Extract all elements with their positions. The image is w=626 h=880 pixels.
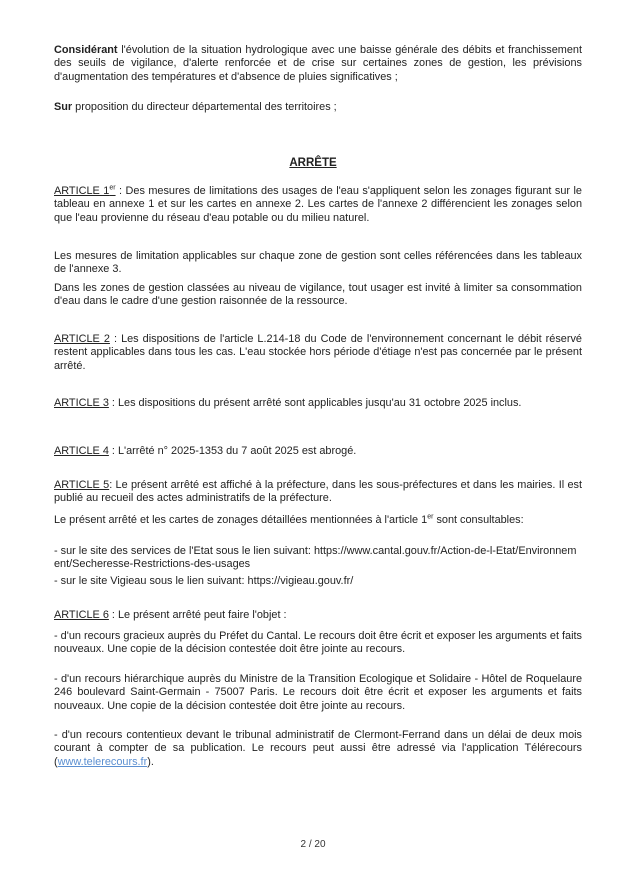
article-1-label: ARTICLE 1er — [54, 184, 116, 197]
article-5-paragraph — [54, 479, 582, 506]
article-5-text-4: - sur le site Vigieau sous le lien suivant: https://vigieau.gouv.fr/ — [54, 575, 354, 587]
article-1-text-3: Dans les zones de gestion classées au niveau de vigilance, tout usager est invité à limiter sa consommation d'eau dans le cadre d'une gestion raisonnée de la ressource. — [54, 282, 582, 308]
article-1-text-1: : Des mesures de limitations des usages de l'eau s'appliquent selon les zonages figurant sur le tableau en annexe 1 et sur les cartes en annexe 2. Les cartes de l'annexe 2 différencient les zonages selon que l'eau provienne du réseau d'eau potable ou du milieu naturel. — [54, 185, 582, 224]
considerant-lead: Considérant — [54, 44, 118, 56]
article-2-paragraph — [54, 333, 582, 373]
page-number: 2 / 20 — [300, 839, 326, 850]
article-1-paragraph — [54, 185, 582, 225]
decree-title: ARRÊTE — [289, 157, 337, 169]
article-5-sup: er — [427, 513, 434, 521]
proposition-lead: Sur — [54, 101, 73, 113]
article-4-text: : L'arrêté n° 2025-1353 du 7 août 2025 est abrogé. — [108, 445, 357, 457]
article-4-paragraph — [54, 445, 582, 458]
article-2-label: ARTICLE 2 — [54, 333, 110, 345]
proposition-paragraph — [54, 101, 582, 114]
considerant-paragraph — [54, 44, 582, 84]
article-6-bullet-3: - d'un recours contentieux devant le tribunal administratif de Clermont-Ferrand dans un délai de deux mois courant à compter de sa publication. Le recours peut aussi être adressé via l'application Télérecours (www.telerecours.fr). — [54, 729, 582, 768]
article-3-label: ARTICLE 3 — [54, 397, 109, 409]
article-6-bullet-1: - d'un recours gracieux auprès du Préfet du Cantal. Le recours doit être écrit et exposer les arguments et faits nouveaux. Une copie de la décision contestée doit être jointe au recours. — [54, 630, 582, 656]
considerant-text: l'évolution de la situation hydrologique avec une baisse générale des débits et franchissement des seuils de vigilance, d'alerte renforcée et de crise sur certaines zones de gestion, les prévisions d'augmentation des températures et d'absence de pluies significatives ; — [54, 44, 582, 83]
article-3-paragraph — [54, 397, 582, 410]
article-5-text-2: Le présent arrêté et les cartes de zonages détaillées mentionnées à l'article 1er sont consultables: — [54, 513, 524, 526]
article-6-intro: : Le présent arrêté peut faire l'objet : — [108, 609, 287, 621]
article-2-text: : Les dispositions de l'article L.214-18 du Code de l'environnement concernant le débit réservé restent applicables dans tous les cas. L'eau stockée hors période d'étiage n'est pas concernée par le présent arrêté. — [54, 333, 582, 372]
telerecours-link[interactable]: www.telerecours.fr — [57, 755, 148, 768]
article-5-label: ARTICLE 5 — [54, 479, 110, 491]
article-6-label: ARTICLE 6 — [54, 609, 109, 621]
article-1-text-2: Les mesures de limitation applicables sur chaque zone de gestion sont celles référencées dans les tableaux de l'annexe 3. — [54, 250, 582, 276]
article-6-bullet-2: - d'un recours hiérarchique auprès du Ministre de la Transition Ecologique et Solidaire - Hôtel de Roquelaure 246 boulevard Saint-Germain - 75007 Paris. Le recours doit être écrit et exposer les arguments et faits nouveaux. Une copie de la décision contestée doit être jointe au recours. — [54, 673, 582, 712]
proposition-text: proposition du directeur départemental des territoires ; — [72, 101, 337, 113]
article-5-text-1: : Le présent arrêté est affiché à la préfecture, dans les sous-préfectures et dans les mairies. Il est publié au recueil des actes administratifs de la préfecture. — [54, 479, 582, 505]
article-5-text-3: - sur le site des services de l'Etat sous le lien suivant: https://www.cantal.gouv.fr/Action-de-l-Etat/Environnement/Secheresse-Restrictions-des-usages — [54, 545, 577, 571]
article-1-sup: er — [109, 184, 116, 192]
article-3-text: : Les dispositions du présent arrêté sont applicables jusqu'au 31 octobre 2025 inclus. — [108, 397, 522, 409]
article-4-label: ARTICLE 4 — [54, 445, 109, 457]
article-6-paragraph — [54, 609, 582, 622]
